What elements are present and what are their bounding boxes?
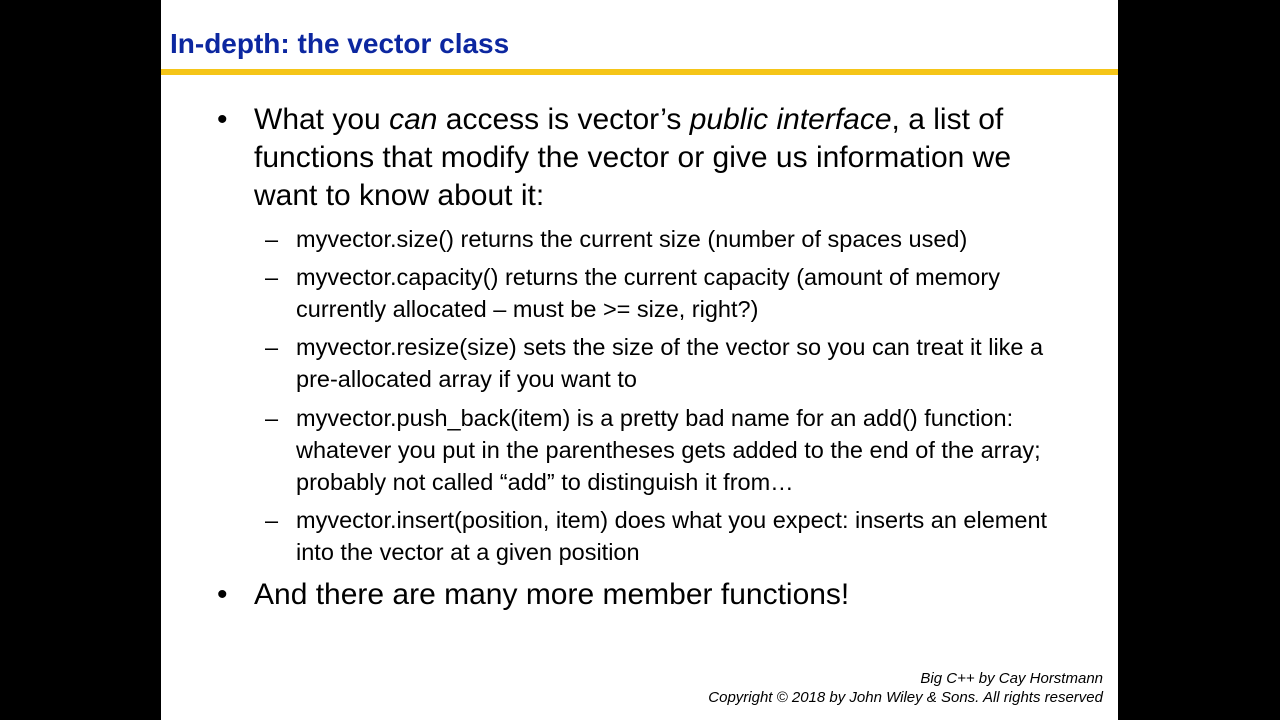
- bullet-marker: •: [217, 578, 228, 611]
- bullet-text-emphasis-public-interface: public interface: [689, 103, 892, 136]
- sub-marker: –: [265, 334, 279, 360]
- slide: [161, 0, 1118, 720]
- bullet-marker: •: [217, 103, 228, 136]
- title-underline: [161, 69, 1118, 75]
- sub-item-text: myvector.resize(size) sets the size of the vector so you can treat it like a pre-allocated array if you want to: [296, 334, 1044, 392]
- sub-item-size: [265, 223, 1086, 255]
- footer-book-credit: Big C++ by Cay Horstmann: [920, 670, 1103, 687]
- sub-marker: –: [265, 226, 279, 252]
- bullet-text: And there are many more member functions!: [254, 578, 850, 611]
- sub-item-text: myvector.insert(position, item) does what you expect: inserts an element into the vector at a given position: [296, 507, 1048, 565]
- bullet-text-emphasis-can: can: [389, 103, 438, 136]
- sub-marker: –: [265, 264, 279, 290]
- sub-item-insert: [265, 504, 1086, 568]
- sub-marker: –: [265, 405, 279, 431]
- bullet-text-middle: access is vector’s: [437, 103, 690, 136]
- slide-title: In-depth: the vector class: [170, 28, 510, 59]
- sub-item-resize: [265, 331, 1086, 395]
- sub-item-text: myvector.push_back(item) is a pretty bad name for an add() function: whatever you put in the parentheses gets added to the end of the array; probably not called “add” to distinguish it from…: [296, 405, 1041, 495]
- sub-marker: –: [265, 507, 279, 533]
- sub-item-capacity: [265, 261, 1086, 325]
- sub-item-push-back: [265, 402, 1086, 498]
- bullet-item-public-interface: [217, 101, 1074, 215]
- bullet-text-prefix: What you: [254, 103, 390, 136]
- footer-copyright: Copyright © 2018 by John Wiley & Sons. All rights reserved: [708, 689, 1103, 706]
- bullet-item-more-functions: [217, 576, 1074, 614]
- bullet-text-suffix: , a list of functions that modify the vector or give us information we want to know about it:: [254, 103, 1012, 212]
- sub-item-text: myvector.size() returns the current size (number of spaces used): [296, 226, 968, 252]
- sub-item-text: myvector.capacity() returns the current capacity (amount of memory currently allocated – must be >= size, right?): [296, 264, 1000, 322]
